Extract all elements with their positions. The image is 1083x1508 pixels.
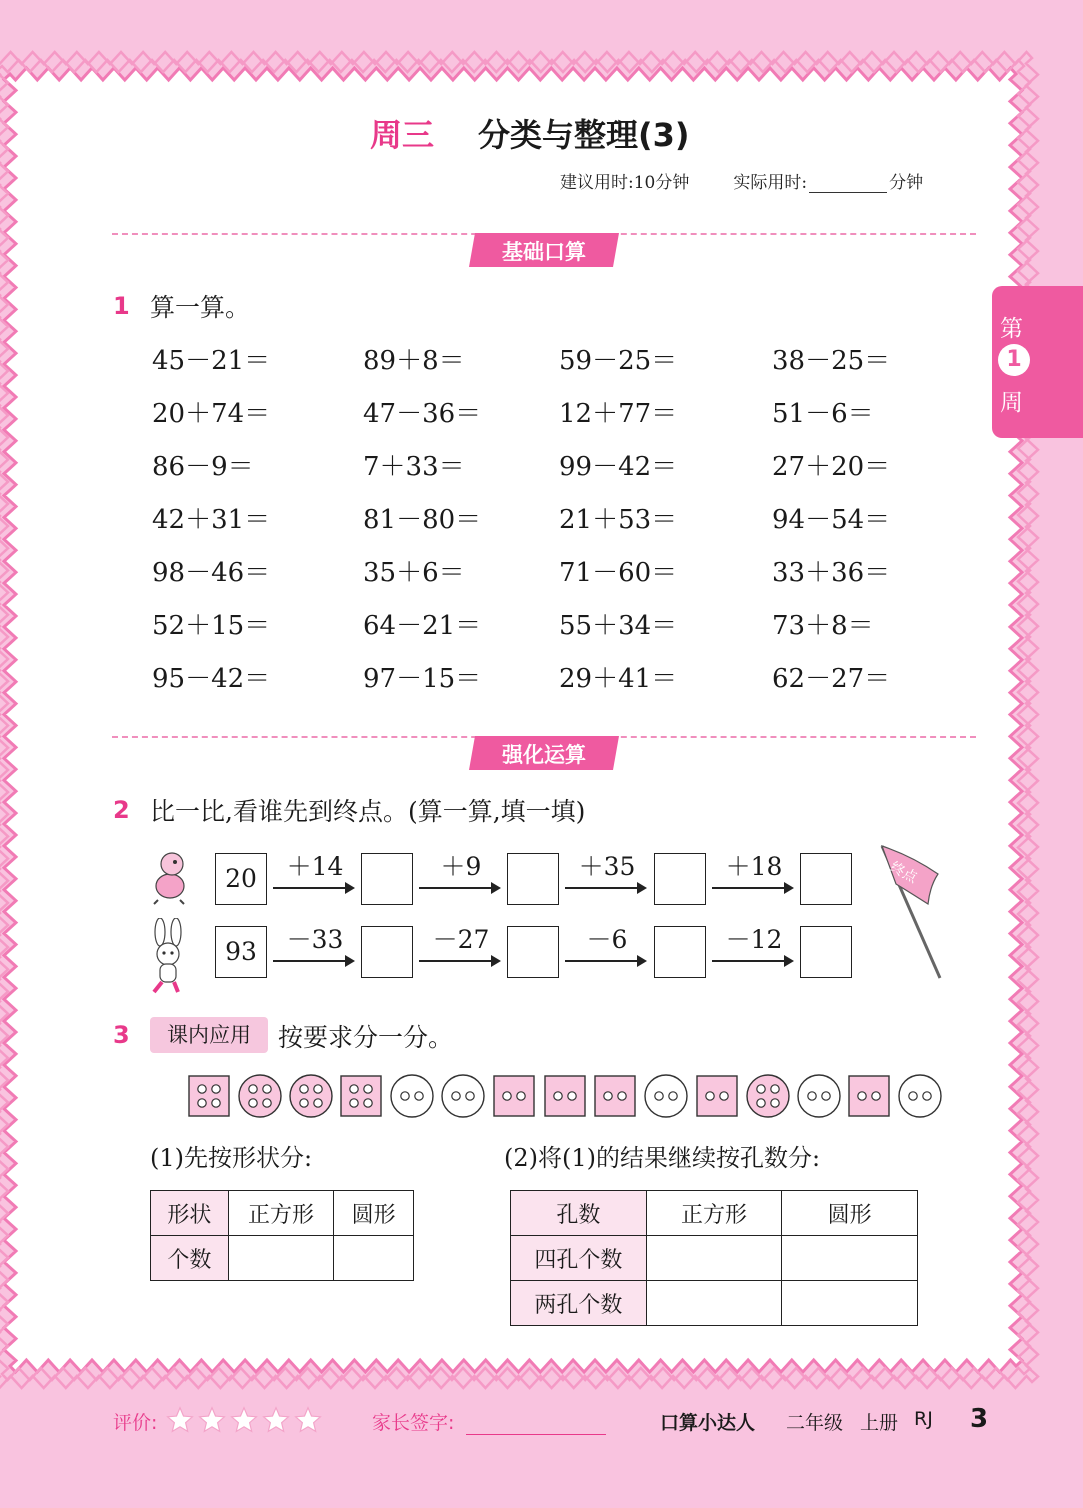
- rabbit-icon: [146, 918, 190, 996]
- turtle-chain-answer-box[interactable]: [800, 853, 852, 905]
- rating-star-icon[interactable]: [198, 1406, 226, 1434]
- calc-problem[interactable]: 99－42＝: [559, 452, 678, 482]
- rating-star-icon[interactable]: [262, 1406, 290, 1434]
- rabbit-chain-answer-box[interactable]: [361, 926, 413, 978]
- rabbit-chain-start-box: 93: [215, 926, 267, 978]
- table2-answer-square-four[interactable]: [646, 1236, 782, 1281]
- rating-star-icon[interactable]: [166, 1406, 194, 1434]
- turtle-chain-operation: ＋18: [725, 852, 783, 881]
- square-2-hole-icon: [491, 1074, 537, 1118]
- in-class-tag: 课内应用: [150, 1017, 268, 1053]
- arrow-icon: [273, 887, 353, 889]
- arrow-icon: [419, 960, 499, 962]
- table2-answer-square-two[interactable]: [646, 1281, 782, 1326]
- table2-answer-circle-two[interactable]: [782, 1281, 918, 1326]
- rabbit-chain-answer-box[interactable]: [654, 926, 706, 978]
- section-banner-strengthen: [469, 736, 619, 770]
- calc-problem[interactable]: 29＋41＝: [559, 664, 678, 694]
- calc-problem[interactable]: 59－25＝: [559, 346, 678, 376]
- turtle-chain-start-box: 20: [215, 853, 267, 905]
- question-text-1: 算一算。: [150, 293, 251, 322]
- week-number-badge: 1: [998, 344, 1030, 376]
- calc-problem[interactable]: 52＋15＝: [152, 611, 271, 641]
- question-number-1: 1: [113, 292, 130, 320]
- circle-2-hole-icon: [897, 1074, 943, 1118]
- shape-count-table: [150, 1190, 414, 1281]
- square-2-hole-icon: [592, 1074, 638, 1118]
- calc-problem[interactable]: 73＋8＝: [772, 611, 874, 641]
- table1-header-shape: 形状: [151, 1191, 229, 1236]
- sub-question-1: (1)先按形状分:: [150, 1144, 313, 1172]
- day-label: 周三: [370, 116, 435, 154]
- calc-problem[interactable]: 7＋33＝: [363, 452, 465, 482]
- calc-problem[interactable]: 71－60＝: [559, 558, 678, 588]
- section-banner-basic: [469, 233, 619, 267]
- banner-label: 基础口算: [502, 240, 586, 264]
- rabbit-chain-operation: －12: [725, 925, 783, 954]
- turtle-icon: [150, 850, 190, 906]
- table2-answer-circle-four[interactable]: [782, 1236, 918, 1281]
- calc-problem[interactable]: 20＋74＝: [152, 399, 271, 429]
- rabbit-chain-answer-box[interactable]: [507, 926, 559, 978]
- table2-row-two-holes: 两孔个数: [511, 1281, 647, 1326]
- banner-label: 强化运算: [502, 743, 586, 767]
- calc-problem[interactable]: 62－27＝: [772, 664, 891, 694]
- turtle-chain-operation: ＋35: [578, 852, 636, 881]
- table2-row-four-holes: 四孔个数: [511, 1236, 647, 1281]
- hole-count-table: [510, 1190, 918, 1326]
- week-tab: [992, 286, 1083, 438]
- calc-problem[interactable]: 47－36＝: [363, 399, 482, 429]
- table1-header-circle: 圆形: [334, 1191, 414, 1236]
- edition-label: RJ: [914, 1408, 933, 1430]
- calc-problem[interactable]: 45－21＝: [152, 346, 271, 376]
- circle-4-hole-icon: [745, 1074, 791, 1118]
- arrow-icon: [273, 960, 353, 962]
- arrow-icon: [712, 960, 792, 962]
- time-row: [560, 168, 923, 193]
- arrow-icon: [565, 887, 645, 889]
- circle-2-hole-icon: [796, 1074, 842, 1118]
- calc-problem[interactable]: 21＋53＝: [559, 505, 678, 535]
- calc-problem[interactable]: 42＋31＝: [152, 505, 271, 535]
- calc-problem[interactable]: 33＋36＝: [772, 558, 891, 588]
- page-title: 分类与整理(3): [478, 116, 690, 154]
- table1-answer-square[interactable]: [228, 1236, 334, 1281]
- table2-header-holes: 孔数: [511, 1191, 647, 1236]
- square-2-hole-icon: [694, 1074, 740, 1118]
- circle-4-hole-icon: [288, 1074, 334, 1118]
- calc-problem[interactable]: 35＋6＝: [363, 558, 465, 588]
- table2-header-circle: 圆形: [782, 1191, 918, 1236]
- circle-2-hole-icon: [643, 1074, 689, 1118]
- rabbit-chain-operation: －6: [586, 925, 628, 954]
- page-number: 3: [970, 1404, 989, 1434]
- question-text-2: 比一比,看谁先到终点。(算一算,填一填): [150, 797, 586, 826]
- calc-problem[interactable]: 51－6＝: [772, 399, 874, 429]
- question-number-2: 2: [113, 796, 130, 824]
- brand-name: 口算小达人: [660, 1412, 756, 1434]
- calc-problem[interactable]: 27＋20＝: [772, 452, 891, 482]
- square-2-hole-icon: [846, 1074, 892, 1118]
- suggested-time: 建议用时:10分钟: [560, 173, 690, 193]
- sub-question-2: (2)将(1)的结果继续按孔数分:: [504, 1144, 821, 1172]
- calc-problem[interactable]: 97－15＝: [363, 664, 482, 694]
- calc-problem[interactable]: 98－46＝: [152, 558, 271, 588]
- calc-problem[interactable]: 94－54＝: [772, 505, 891, 535]
- square-2-hole-icon: [542, 1074, 588, 1118]
- square-4-hole-icon: [338, 1074, 384, 1118]
- calc-problem[interactable]: 12＋77＝: [559, 399, 678, 429]
- turtle-chain-answer-box[interactable]: [507, 853, 559, 905]
- turtle-chain-answer-box[interactable]: [654, 853, 706, 905]
- parent-sign-label: 家长签字:: [372, 1412, 455, 1434]
- rabbit-chain-operation: －33: [286, 925, 344, 954]
- calc-problem[interactable]: 64－21＝: [363, 611, 482, 641]
- arrow-icon: [419, 887, 499, 889]
- calc-problem[interactable]: 55＋34＝: [559, 611, 678, 641]
- rating-star-icon[interactable]: [230, 1406, 258, 1434]
- calc-problem[interactable]: 81－80＝: [363, 505, 482, 535]
- volume-label: 上册: [860, 1412, 899, 1434]
- calc-problem[interactable]: 95－42＝: [152, 664, 271, 694]
- calc-problem[interactable]: 86－9＝: [152, 452, 254, 482]
- calc-problem[interactable]: 89＋8＝: [363, 346, 465, 376]
- arrow-icon: [565, 960, 645, 962]
- week-tab-top: 第: [1000, 316, 1023, 342]
- question-text-3: 按要求分一分。: [278, 1023, 454, 1052]
- flag-text: 终点: [887, 859, 920, 887]
- actual-time-unit: 分钟: [889, 173, 924, 193]
- circle-2-hole-icon: [389, 1074, 435, 1118]
- calc-problem[interactable]: 38－25＝: [772, 346, 891, 376]
- circle-2-hole-icon: [440, 1074, 486, 1118]
- question-number-3: 3: [113, 1021, 130, 1049]
- rating-star-icon[interactable]: [294, 1406, 322, 1434]
- turtle-chain-operation: ＋9: [440, 852, 482, 881]
- circle-4-hole-icon: [237, 1074, 283, 1118]
- table1-row-count: 个数: [151, 1236, 229, 1281]
- rabbit-chain-operation: －27: [432, 925, 490, 954]
- turtle-chain-operation: ＋14: [286, 852, 344, 881]
- turtle-chain-answer-box[interactable]: [361, 853, 413, 905]
- rabbit-chain-answer-box[interactable]: [800, 926, 852, 978]
- arrow-icon: [712, 887, 792, 889]
- actual-time-label: 实际用时:: [733, 173, 808, 193]
- week-tab-bottom: 周: [1000, 390, 1023, 416]
- square-4-hole-icon: [186, 1074, 232, 1118]
- table1-header-square: 正方形: [228, 1191, 334, 1236]
- grade-label: 二年级: [786, 1412, 844, 1434]
- rating-label: 评价:: [113, 1412, 158, 1434]
- table1-answer-circle[interactable]: [334, 1236, 414, 1281]
- table2-header-square: 正方形: [646, 1191, 782, 1236]
- actual-time-blank[interactable]: [809, 175, 887, 193]
- parent-sign-line[interactable]: [466, 1434, 606, 1435]
